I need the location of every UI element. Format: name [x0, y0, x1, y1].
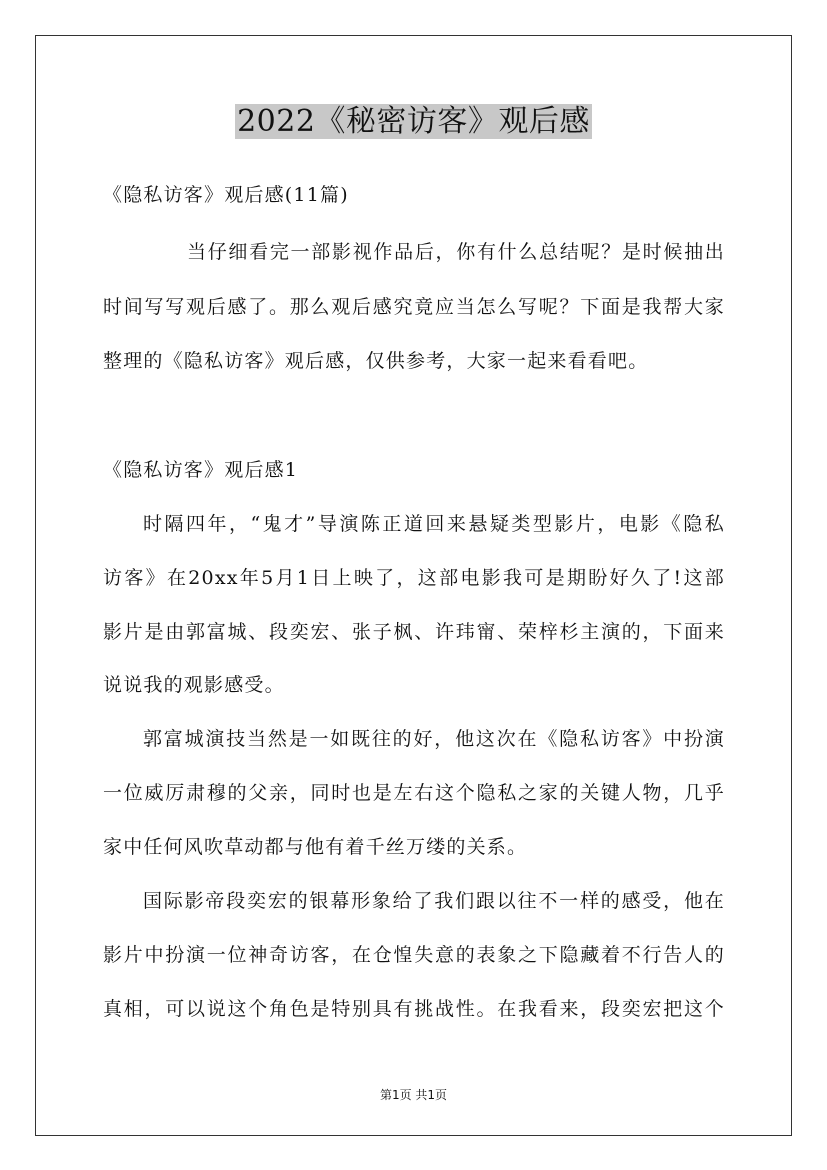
paragraph-3-line-1: 国际影帝段奕宏的银幕形象给了我们跟以往不一样的感受，他在: [143, 890, 725, 912]
document-title-wrap: [0, 100, 827, 144]
intro-line-2: 时间写写观后感了。那么观后感究竟应当怎么写呢？下面是我帮大家: [103, 296, 725, 318]
paragraph-2-line-1: 郭富城演技当然是一如既往的好，他这次在《隐私访客》中扮演: [143, 728, 725, 750]
intro-line-1: 当仔细看完一部影视作品后，你有什么总结呢？是时候抽出: [187, 241, 725, 263]
section-heading: 《隐私访客》观后感1: [103, 459, 299, 481]
paragraph-2-line-3: 家中任何风吹草动都与他有着千丝万缕的关系。: [103, 836, 528, 858]
paragraph-2-line-2: 一位威厉肃穆的父亲，同时也是左右这个隐私之家的关键人物，几乎: [103, 782, 725, 804]
paragraph-3-line-3: 真相，可以说这个角色是特别具有挑战性。在我看来，段奕宏把这个: [103, 998, 725, 1020]
paragraph-1-line-4: 说说我的观影感受。: [103, 674, 285, 696]
intro-line-3: 整理的《隐私访客》观后感，仅供参考，大家一起来看看吧。: [103, 350, 649, 372]
page-footer: 第1页 共1页: [379, 1088, 448, 1102]
paragraph-1-line-1: 时隔四年，“鬼才”导演陈正道回来悬疑类型影片，电影《隐私: [143, 513, 725, 535]
paragraph-1-line-2: 访客》在20xx年5月1日上映了，这部电影我可是期盼好久了!这部: [103, 567, 725, 589]
subtitle: 《隐私访客》观后感(11篇): [103, 184, 349, 206]
paragraph-3-line-2: 影片中扮演一位神奇访客，在仓惶失意的表象之下隐藏着不行告人的: [103, 944, 725, 966]
paragraph-1-line-3: 影片是由郭富城、段奕宏、张子枫、许玮甯、荣梓杉主演的，下面来: [103, 621, 725, 643]
document-title: 2022《秘密访客》观后感: [237, 104, 590, 139]
